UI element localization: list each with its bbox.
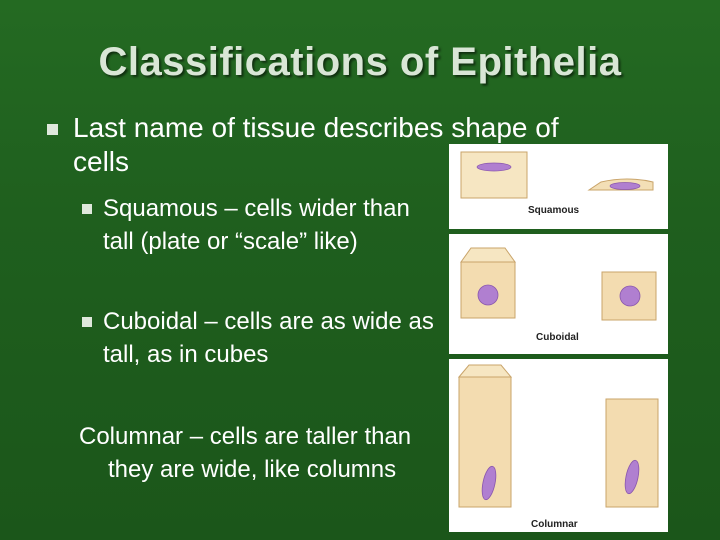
squamous-figure-panel xyxy=(449,144,668,229)
sub-bullet-marker-cuboidal xyxy=(82,317,92,327)
squamous-text-line2: tall (plate or “scale” like) xyxy=(103,228,358,255)
cuboidal-text-line1: Cuboidal – cells are as wide as xyxy=(103,308,434,335)
columnar-text-line2: they are wide, like columns xyxy=(108,456,397,483)
columnar-figure-panel xyxy=(449,359,668,532)
columnar-cell-illustration xyxy=(449,359,668,532)
squamous-cell-illustration xyxy=(449,144,668,229)
sub-bullet-marker-squamous xyxy=(82,204,92,214)
columnar-text-line1: Columnar – cells are taller than xyxy=(79,423,412,450)
bullet-marker xyxy=(47,124,58,135)
cuboidal-text-line2: tall, as in cubes xyxy=(103,341,269,368)
columnar-label: Columnar xyxy=(531,519,578,530)
bullet-text-line2: cells xyxy=(73,146,130,177)
slide-title: Classifications of Epithelia xyxy=(98,40,622,84)
squamous-text-line1: Squamous – cells wider than xyxy=(103,195,410,222)
squamous-label: Squamous xyxy=(528,205,580,216)
cuboidal-label: Cuboidal xyxy=(536,332,579,343)
cuboidal-figure-panel xyxy=(449,234,668,354)
bullet-text-line1: Last name of tissue describes shape of xyxy=(73,112,559,143)
